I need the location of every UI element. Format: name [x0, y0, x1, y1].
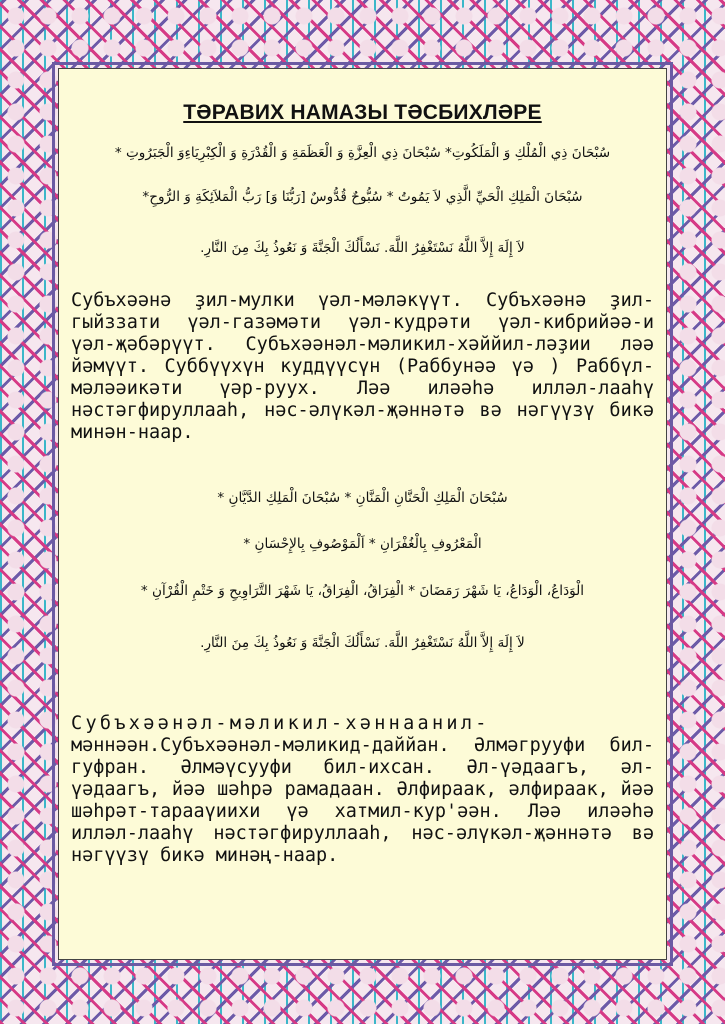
- transliteration-paragraph-2: [71, 713, 654, 867]
- arabic-line-4: سُبْحَانَ الْمَلِكِ الْحَنَّانِ الْمَنَّانِ * سُبْحَانَ الْمَلِكِ الدَّيَّانِ *: [217, 489, 508, 506]
- arabic-line-3: لاَ إِلَهَ إِلاَّ اللَّهُ نَسْتَغْفِرُ اللَّهَ. نَسْأَلُكَ الْجَنَّةَ وَ نَعُوذُ بِكَ مِنَ النَّارِ.: [200, 239, 525, 256]
- arabic-line-6: الْوَدَاعُ، الْوَدَاعُ، يَا شَهْرَ رَمَضَانَ * الْفِرَاقُ، الْفِرَاقُ، يَا شَهْرَ التَّرَاوِيحِ وَ خَتْمِ الْقُرْآنِ *: [140, 582, 585, 599]
- arabic-line-1: سُبْحَانَ ذِي الْمُلْكِ وَ الْمَلَكُوتِ* سُبْحَانَ ذِي الْعِزَّةِ وَ الْعَظَمَةِ وَ الْقُدْرَةِ وَ الْكِبْرِيَاءِوَ الْجَبَرُوتِ *: [114, 145, 611, 161]
- content-panel: [58, 68, 667, 960]
- page-title: ТӘРАВИХ НАМАЗЫ ТӘСБИХЛӘРЕ: [183, 101, 542, 124]
- arabic-line-7: لاَ إِلَهَ إِلاَّ اللَّهُ نَسْتَغْفِرُ اللَّهَ. نَسْأَلُكَ الْجَنَّةَ وَ نَعُوذُ بِكَ مِنَ النَّارِ.: [200, 634, 525, 651]
- transliteration-paragraph-1: Субъхәәнә ҙил-мулки үәл-мәләкүүт. Субъхәәнә ҙил-гыйззати үәл-газәмәти үәл-кудрәти үәл-кибрийәә-и үәл-җәбәрүүт. Субъхәәнәл-мәликил-хәййил-ләҙии ләә йәмүүт. Суббүүхүн куддүүсүн (Раббунәә үә ) Раббүл-мәләәикәти үәр-руух. Ләә иләәһә илләл-лааһү нәстәгфируллааһ, нәс-әлүкәл-җәннәтә вә нәгүүзү бикә минән-наар.: [71, 289, 654, 443]
- transliteration-paragraph-2-rest: мәннәән.Субъхәәнәл-мәликид-даййан. Әлмәгрууфи бил-гуфран. Әлмәүсууфи бил-ихсан. Әл-үәдаагъ, әл-үәдаагъ, йәә шәһрә рамадаан. Әлфираак, әлфираак, йәә шәһрәт-тарааүиихи үә хатмил-кур'әән. Ләә иләәһә илләл-лааһү нәстәгфируллааһ, нәс-әлүкәл-җәннәтә вә нәгүүзү бикә минәң-наар.: [71, 735, 654, 867]
- arabic-line-2: سُبْحَانَ الْمَلِكِ الْحَيِّ الَّذِي لاَ يَمُوتُ * سُبُّوحٌ قُدُّوسٌ [رَبُّنَا وَ] رَبُّ الْمَلاَئِكَةِ وَ الرُّوحِ*: [142, 189, 583, 206]
- transliteration-paragraph-2-first-line: Субъхәәнәл-мәликил-хәннаанил-: [71, 713, 490, 735]
- arabic-line-5: الْمَعْرُوفِ بِالْغُفْرَانِ * اَلْمَوْصُوفِ بِالإِحْسَانِ *: [243, 536, 482, 553]
